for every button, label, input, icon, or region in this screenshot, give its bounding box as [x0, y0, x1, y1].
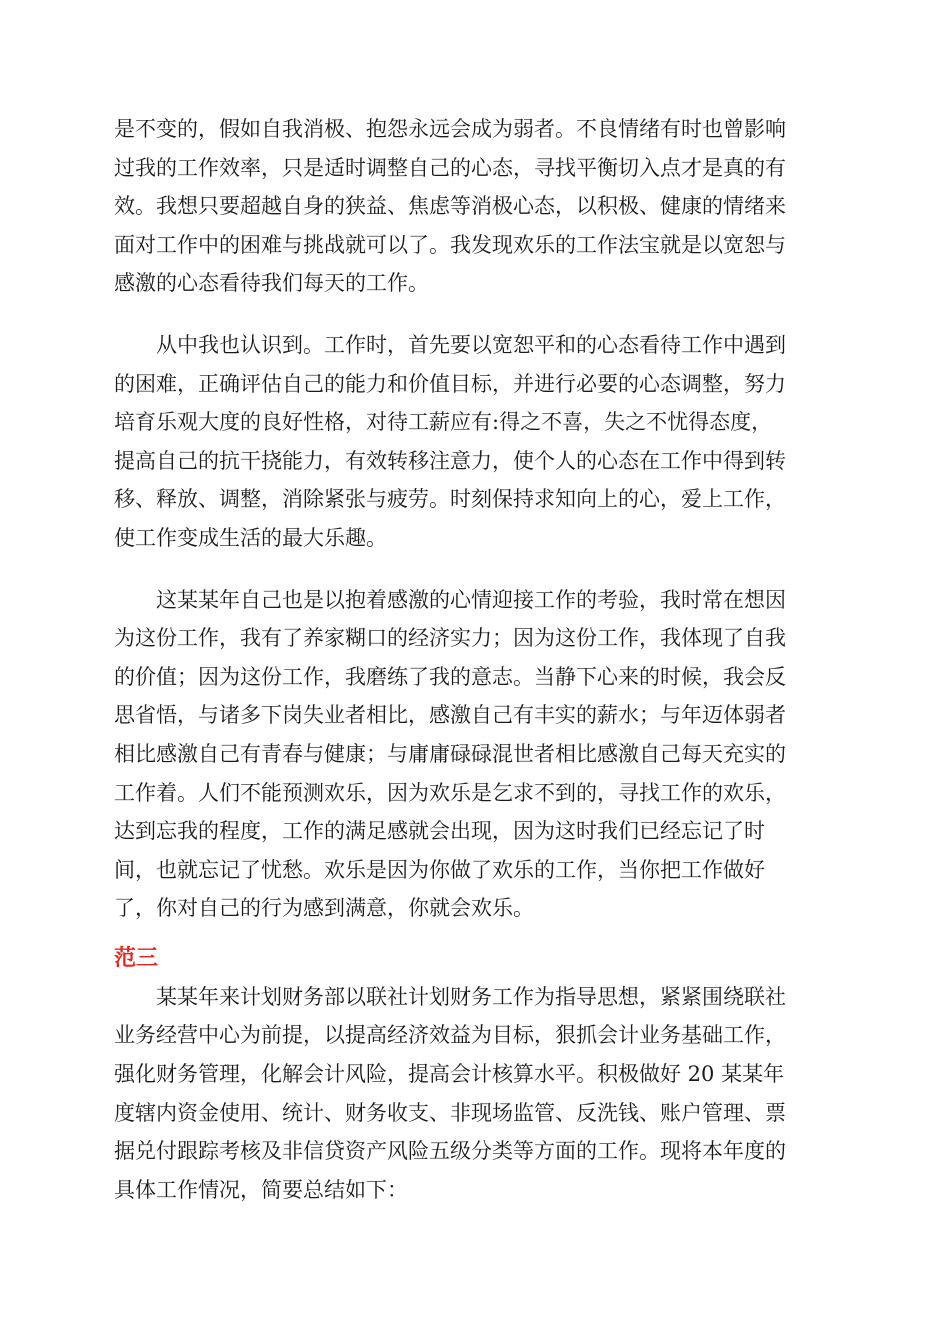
text-line: 面对工作中的困难与挑战就可以了。我发现欢乐的工作法宝就是以宽恕与 [114, 232, 786, 257]
text-line: 感激的心态看待我们每天的工作。 [114, 271, 429, 296]
text-line: 的困难，正确评估自己的能力和价值目标，并进行必要的心态调整，努力 [114, 371, 786, 396]
paragraph-2 [114, 326, 838, 558]
text-line: 度辖内资金使用、统计、财务收支、非现场监管、反洗钱、账户管理、票 [114, 1100, 786, 1125]
section-paragraph [114, 978, 838, 1210]
text-line: 达到忘我的程度，工作的满足感就会出现，因为这时我们已经忘记了时 [114, 819, 765, 844]
text-line: 从中我也认识到。工作时，首先要以宽恕平和的心态看待工作中遇到 [156, 332, 786, 357]
section-spacer [114, 928, 838, 940]
text-line: 提高自己的抗干挠能力，有效转移注意力，使个人的心态在工作中得到转 [114, 448, 786, 473]
text-line: 过我的工作效率，只是适时调整自己的心态，寻找平衡切入点才是真的有 [114, 155, 786, 180]
text-line: 了，你对自己的行为感到满意，你就会欢乐。 [114, 896, 534, 921]
text-line: 培育乐观大度的良好性格，对待工薪应有:得之不喜，失之不忧得态度， [114, 410, 773, 435]
text-line: 这某某年自己也是以抱着感激的心情迎接工作的考验，我时常在想因 [156, 587, 786, 612]
text-line: 相比感激自己有青春与健康；与庸庸碌碌混世者相比感激自己每天充实的 [114, 741, 786, 766]
text-line: 效。我想只要超越自身的狭益、焦虑等消极心态，以积极、健康的情绪来 [114, 194, 786, 219]
text-line: 间，也就忘记了忧愁。欢乐是因为你做了欢乐的工作，当你把工作做好 [114, 857, 765, 882]
text-line: 的价值；因为这份工作，我磨练了我的意志。当静下心来的时候，我会反 [114, 664, 786, 689]
text-line: 强化财务管理，化解会计风险，提高会计核算水平。积极做好 20 某某年 [114, 1062, 785, 1087]
text-line: 据兑付跟踪考核及非信贷资产风险五级分类等方面的工作。现将本年度的 [114, 1139, 786, 1164]
text-line: 具体工作情况，简要总结如下： [114, 1177, 408, 1202]
text-line: 思省悟，与诸多下岗失业者相比，感激自己有丰实的薪水；与年迈体弱者 [114, 703, 786, 728]
paragraph-spacer [114, 558, 838, 581]
paragraph-3 [114, 581, 838, 928]
text-line: 某某年来计划财务部以联社计划财务工作为指导思想，紧紧围绕联社 [156, 984, 786, 1009]
paragraph-1 [114, 110, 838, 303]
document-page [114, 110, 838, 1209]
section-heading: 范三 [114, 945, 159, 971]
text-line: 是不变的，假如自我消极、抱怨永远会成为弱者。不良情绪有时也曾影响 [114, 117, 786, 141]
text-line: 移、释放、调整，消除紧张与疲劳。时刻保持求知向上的心，爱上工作， [114, 487, 786, 512]
text-line: 使工作变成生活的最大乐趣。 [114, 525, 387, 550]
paragraph-spacer [114, 303, 838, 326]
text-line: 业务经营中心为前提，以提高经济效益为目标，狠抓会计业务基础工作， [114, 1023, 786, 1048]
text-line: 工作着。人们不能预测欢乐，因为欢乐是乞求不到的，寻找工作的欢乐， [114, 780, 786, 805]
text-line: 为这份工作，我有了养家糊口的经济实力；因为这份工作，我体现了自我 [114, 626, 786, 651]
